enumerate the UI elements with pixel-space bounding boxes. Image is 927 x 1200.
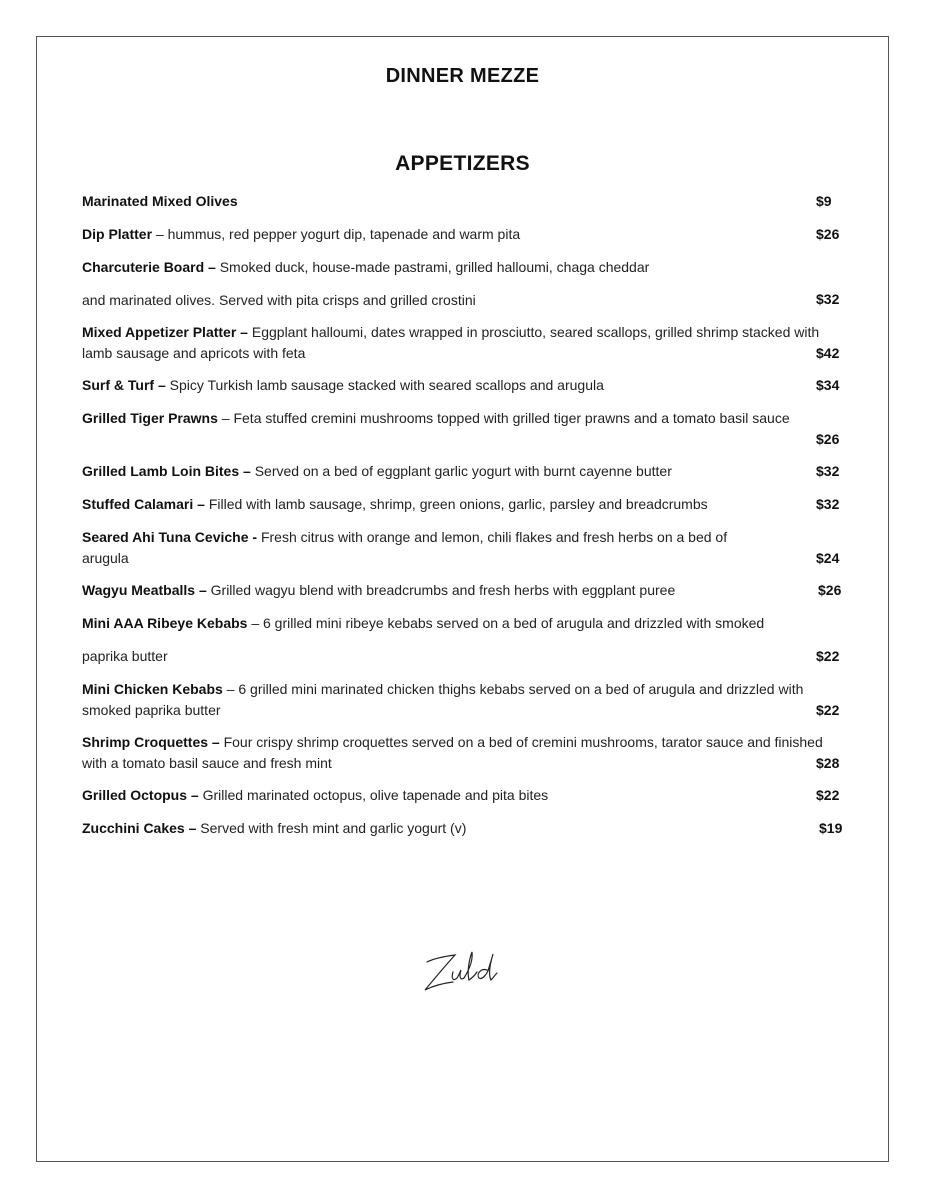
menu-item xyxy=(82,732,844,774)
item-name: Shrimp Croquettes – xyxy=(82,734,220,750)
item-price: $26 xyxy=(816,431,840,447)
item-name: Grilled Octopus – xyxy=(82,787,199,803)
item-desc: Grilled marinated octopus, olive tapenade and pita bites xyxy=(198,787,549,803)
item-name: Charcuterie Board – xyxy=(82,259,216,275)
menu-item xyxy=(82,257,844,311)
item-desc: Four crispy shrimp croquettes served on a bed of cremini mushrooms, tarator sauce and finished with a tomato basil sauce and fresh mint xyxy=(82,734,823,771)
item-desc: Eggplant halloumi, dates wrapped in prosciutto, seared scallops, grilled shrimp stacked with lamb sausage and apricots with feta xyxy=(82,324,820,361)
item-desc: Grilled wagyu blend with breadcrumbs and fresh herbs with eggplant puree xyxy=(206,582,676,598)
item-desc: Fresh citrus with orange and lemon, chili flakes and fresh herbs on a bed of arugula xyxy=(82,529,728,566)
item-desc: Served with fresh mint and garlic yogurt (v) xyxy=(196,820,467,836)
menu-item xyxy=(82,375,844,396)
menu-page xyxy=(36,36,889,1162)
item-price: $24 xyxy=(816,550,840,566)
item-price: $32 xyxy=(816,291,840,307)
item-price: $9 xyxy=(816,193,832,209)
menu-item xyxy=(82,527,844,569)
item-name: Seared Ahi Tuna Ceviche - xyxy=(82,529,258,545)
item-desc: Filled with lamb sausage, shrimp, green onions, garlic, parsley and breadcrumbs xyxy=(204,496,708,512)
item-name: Mixed Appetizer Platter – xyxy=(82,324,248,340)
item-price: $22 xyxy=(816,702,840,718)
menu-item xyxy=(82,613,844,667)
item-name: Mini AAA Ribeye Kebabs xyxy=(82,615,248,631)
item-desc: Smoked duck, house-made pastrami, grilled halloumi, chaga cheddar xyxy=(215,259,650,275)
menu-item xyxy=(82,408,844,429)
item-price: $26 xyxy=(816,226,840,242)
item-price: $32 xyxy=(816,496,840,512)
menu-item xyxy=(82,580,844,601)
item-price: $42 xyxy=(816,345,840,361)
item-name: Marinated Mixed Olives xyxy=(82,193,238,209)
item-name: Grilled Tiger Prawns xyxy=(82,410,218,426)
item-desc-continued: paprika butter xyxy=(82,648,168,664)
item-desc-continued: and marinated olives. Served with pita crisps and grilled crostini xyxy=(82,292,476,308)
menu-item xyxy=(82,224,844,245)
item-desc: – 6 grilled mini marinated chicken thighs kebabs served on a bed of arugula and drizzled with smoked paprika butter xyxy=(82,681,804,718)
item-desc: Spicy Turkish lamb sausage stacked with seared scallops and arugula xyxy=(165,377,604,393)
menu-item xyxy=(82,818,844,839)
item-price: $22 xyxy=(816,648,840,664)
menu-item xyxy=(82,461,844,482)
item-price: $26 xyxy=(818,582,842,598)
item-name: Dip Platter xyxy=(82,226,153,242)
item-price: $22 xyxy=(816,787,840,803)
menu-item xyxy=(82,785,844,806)
item-price: $19 xyxy=(819,820,843,836)
item-desc: Served on a bed of eggplant garlic yogurt with burnt cayenne butter xyxy=(250,463,672,479)
item-price: $34 xyxy=(816,377,840,393)
menu-item xyxy=(82,191,844,212)
menu-item xyxy=(82,494,844,515)
item-desc: – hummus, red pepper yogurt dip, tapenade and warm pita xyxy=(152,226,521,242)
item-name: Mini Chicken Kebabs xyxy=(82,681,223,697)
item-desc: – 6 grilled mini ribeye kebabs served on a bed of arugula and drizzled with smoked xyxy=(247,615,765,631)
page-title: DINNER MEZZE xyxy=(385,65,540,87)
item-name: Zucchini Cakes – xyxy=(82,820,197,836)
signature-logo xyxy=(417,942,507,1002)
item-price: $32 xyxy=(816,463,840,479)
menu-item xyxy=(82,322,844,364)
item-name: Stuffed Calamari – xyxy=(82,496,205,512)
item-price: $28 xyxy=(816,755,840,771)
item-desc: – Feta stuffed cremini mushrooms topped with grilled tiger prawns and a tomato basil sauce xyxy=(217,410,790,426)
item-name: Grilled Lamb Loin Bites – xyxy=(82,463,251,479)
item-name: Wagyu Meatballs – xyxy=(82,582,207,598)
item-name: Surf & Turf – xyxy=(82,377,166,393)
menu-item xyxy=(82,679,844,721)
section-title: APPETIZERS xyxy=(395,152,530,175)
